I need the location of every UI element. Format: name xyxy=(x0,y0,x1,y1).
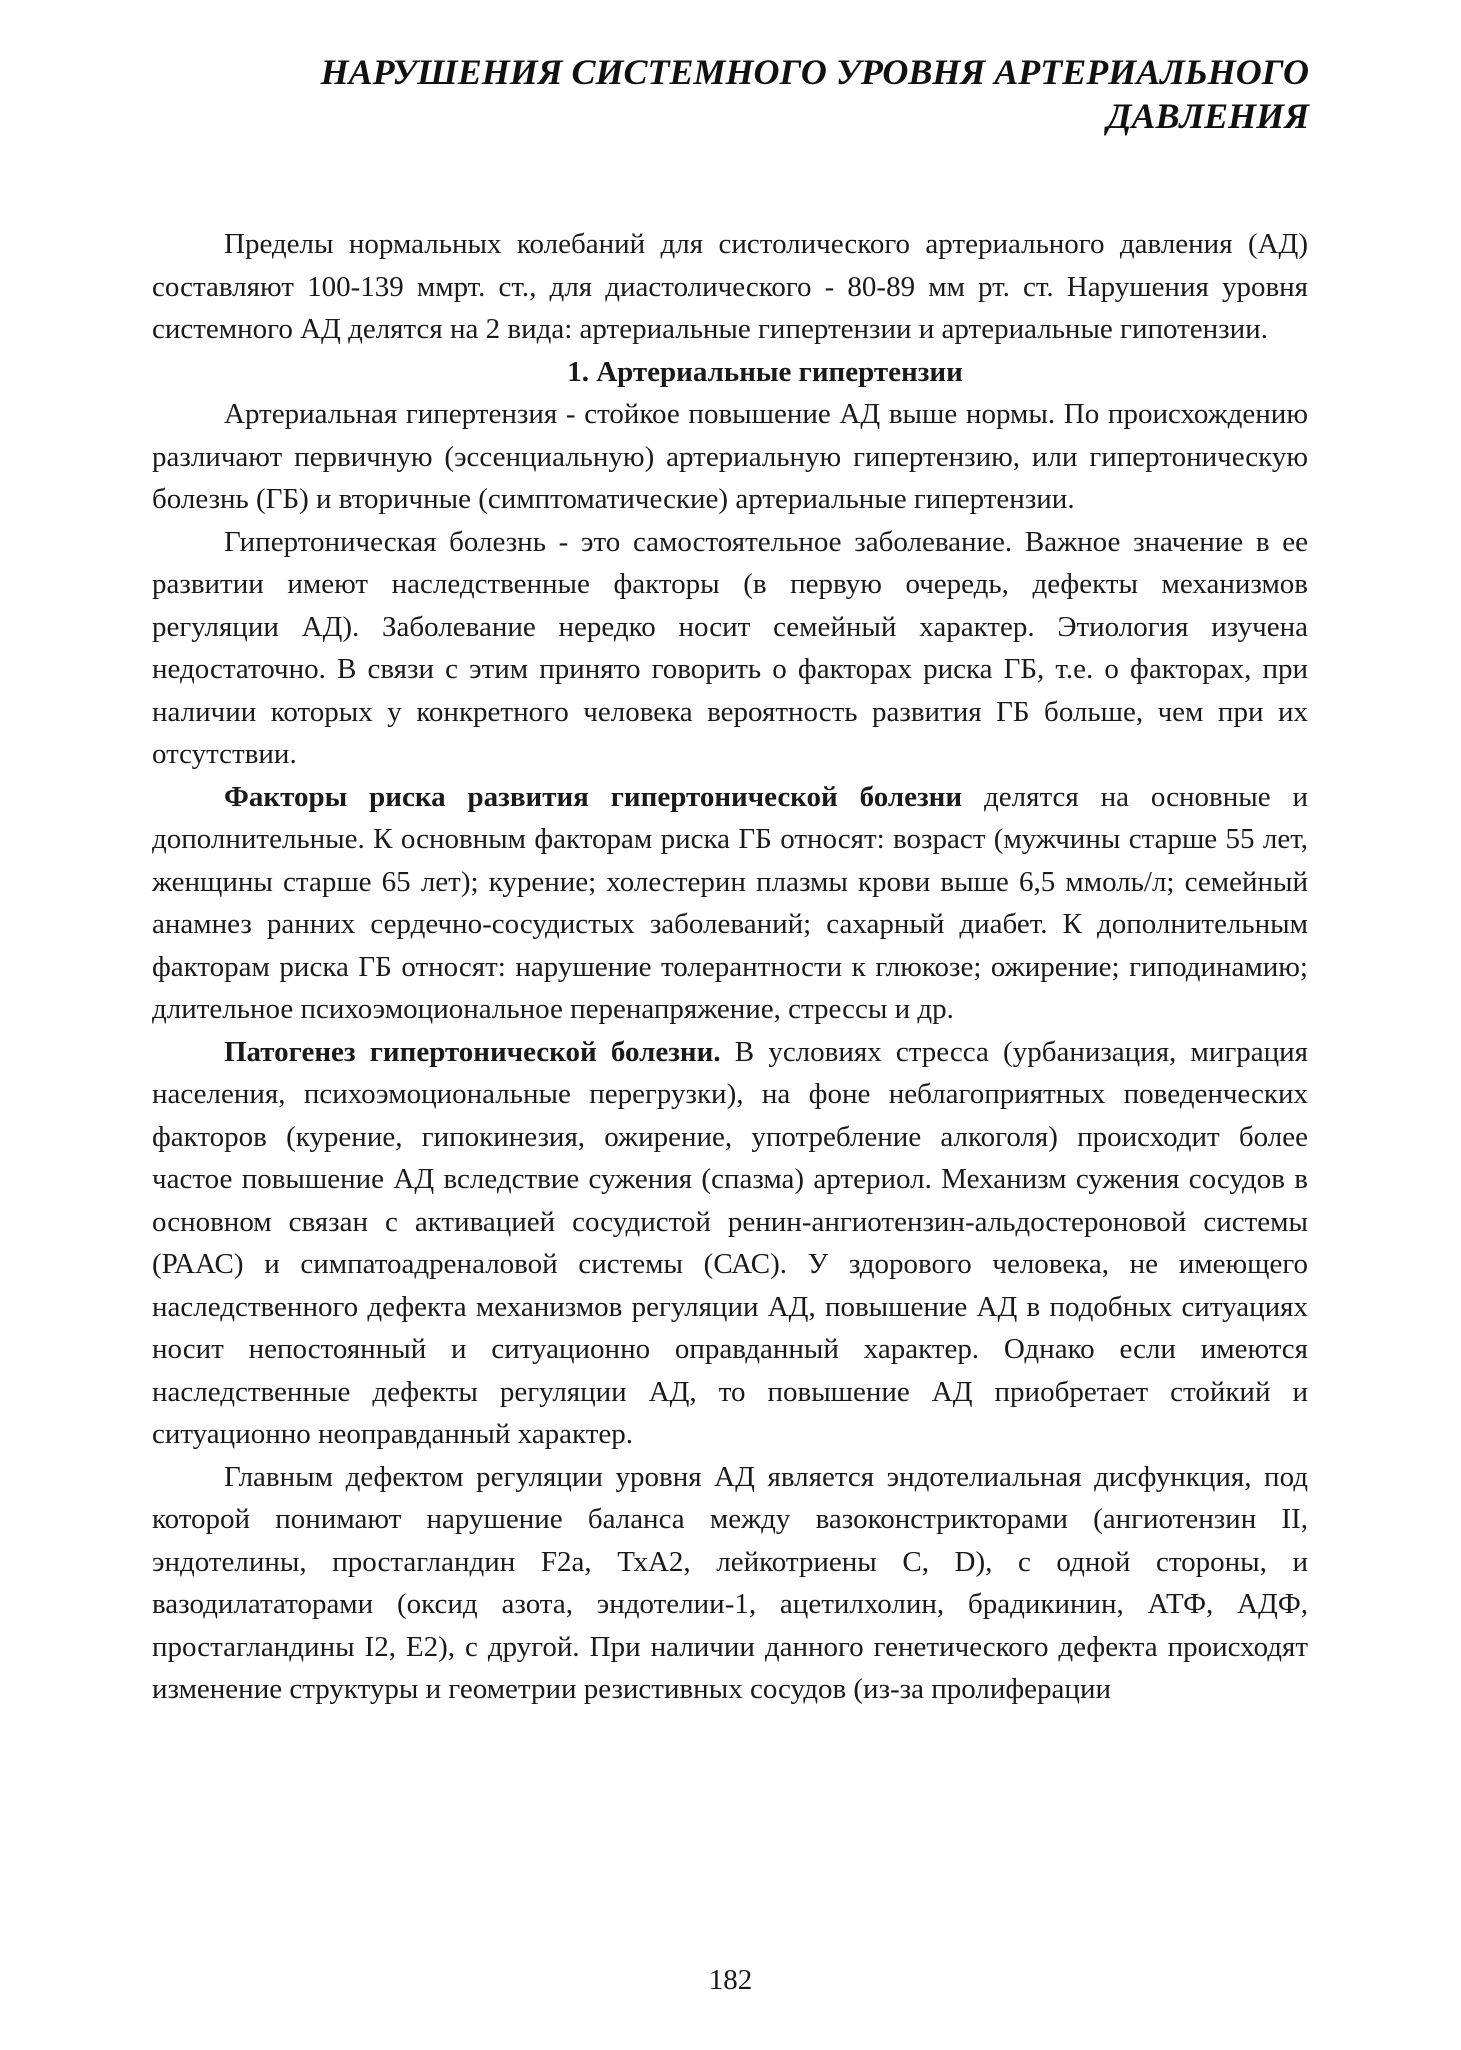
pathogenesis-text: В условиях стресса (урбанизация, миграция населения, психоэмоциональные перегрузки), на фоне неблагоприятных поведенческих факторов (курение, гипокинезия, ожирение, употребление алкоголя) происходит более частое повышение АД вследствие сужения (спазма) артериол. Механизм сужения сосудов в основном связан с активацией сосудистой ренин-ангиотензин-альдостероновой системы (РААС) и симпатоадреналовой системы (САС). У здорового человека, не имеющего наследственного дефекта механизмов регуляции АД, повышение АД в подобных ситуациях носит непостоянный и ситуационно оправданный характер. Однако если имеются наследственные дефекты регуляции АД, то повышение АД приобретает стойкий и ситуационно неоправданный характер. xyxy=(152,1035,1309,1450)
intro-paragraph: Пределы нормальных колебаний для систолического артериального давления (АД) составляют 100-139 ммрт. ст., для диастолического - 80-89 мм рт. ст. Нарушения уровня системного АД делятся на 2 вида: артериальные гипертензии и артериальные гипотензии. xyxy=(152,228,1308,345)
pathogenesis-paragraph xyxy=(152,1031,1308,1456)
hypertension-disease-paragraph: Гипертоническая болезнь - это самостоятельное заболевание. Важное значение в ее развитии имеют наследственные факторы (в первую очередь, дефекты механизмов регуляции АД). Заболевание нередко носит семейный характер. Этиология изучена недостаточно. В связи с этим принято говорить о факторах риска ГБ, т.е. о факторах, при наличии которых у конкретного человека вероятность развития ГБ больше, чем при их отсутствии. xyxy=(152,525,1308,770)
definition-paragraph: Артериальная гипертензия - стойкое повышение АД выше нормы. По происхождению различают первичную (эссенциальную) артериальную гипертензию, или гипертоническую болезнь (ГБ) и вторичные (симптоматические) артериальные гипертензии. xyxy=(152,398,1308,515)
section-heading: 1. Артериальные гипертензии xyxy=(567,355,963,388)
risk-factors-paragraph xyxy=(152,776,1308,1031)
chapter-title-line-2: ДАВЛЕНИЯ xyxy=(1106,96,1309,136)
chapter-title xyxy=(209,50,1309,138)
body-text xyxy=(152,223,1308,1711)
page-number: 182 xyxy=(708,1964,753,1996)
risk-factors-text: делятся на основные и дополнительные. К основным факторам риска ГБ относят: возраст (мужчины старше 55 лет, женщины старше 65 лет); курение; холестерин плазмы крови выше 6,5 ммоль/л; семейный анамнез ранних сердечно-сосудистых заболеваний; сахарный диабет. К дополнительным факторам риска ГБ относят: нарушение толерантности к глюкозе; ожирение; гиподинамию; длительное психоэмоциональное перенапряжение, стрессы и др. xyxy=(152,780,1308,1025)
risk-factors-lead: Факторы риска развития гипертонической болезни xyxy=(224,780,963,813)
endothelial-paragraph: Главным дефектом регуляции уровня АД является эндотелиальная дисфункция, под которой понимают нарушение баланса между вазоконстрикторами (ангиотензин II, эндотелины, простагландин F2a, ТхА2, лейкотриены С, D), с одной стороны, и вазодилататорами (оксид азота, эндотелии-1, ацетилхолин, брадикинин, АТФ, АДФ, простагландины I2, Е2), с другой. При наличии данного генетического дефекта происходят изменение структуры и геометрии резистивных сосудов (из-за пролиферации xyxy=(152,1460,1308,1705)
pathogenesis-lead: Патогенез гипертонической болезни. xyxy=(224,1035,721,1068)
chapter-title-line-1: НАРУШЕНИЯ СИСТЕМНОГО УРОВНЯ АРТЕРИАЛЬНОГО xyxy=(320,52,1309,92)
